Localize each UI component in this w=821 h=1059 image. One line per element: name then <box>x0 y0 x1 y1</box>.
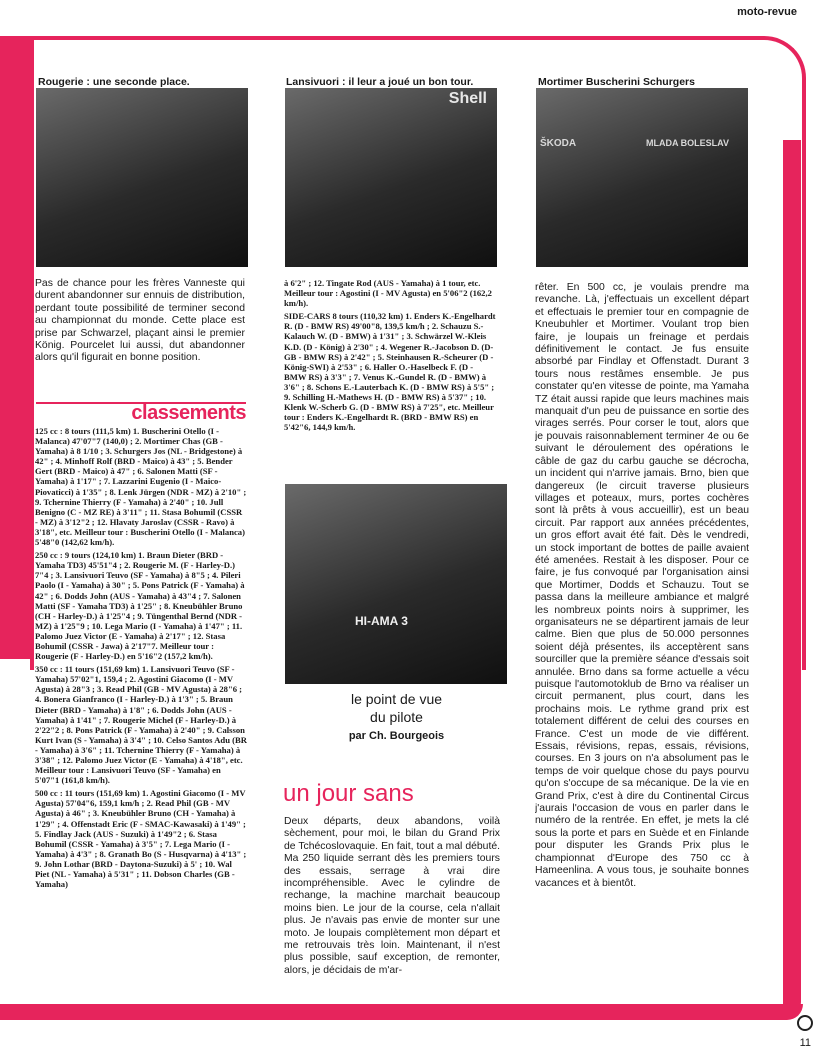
article-headline: un jour sans <box>283 780 414 807</box>
results-mid-top: à 6'2" ; 12. Tingate Rod (AUS - Yamaha) à 1 tour, etc. Meilleur tour : Agostini (I - MV Agusta) en 5'06"2 (162,2 km/h). <box>284 278 492 309</box>
caption-mid: Lansivuori : il leur a joué un bon tour. <box>286 76 474 88</box>
skoda-sign: ŠKODA <box>540 138 577 149</box>
results-500: 500 cc : 11 tours (151,69 km) 1. Agostini Giacomo (I - MV Agusta) 57'04"6, 159,1 km/h ; 2. Read Phil (GB - MV Agusta) à 46" ; 3. Kneubühler Bruno (CH - Yamaha) à 1'29" ; 4. Offenstadt Eric (F - SMAC-Kawasaki) à 1'49" ; 5. Findlay Jack (AUS - Suzuki) à 1'49"2 ; 6. Stasa Bohumil (CSSR - Yamaha) à 3'5" ; 7. Lega Mario (I - Yamaha) à 4'3" ; 8. Granath Bo (S - Husqvarna) à 4'13" ; 9. John Lothar (BRD - Daytona-Suzuki) à 5' ; 10. Wal Piet (NL - Yamaha) à 5'31" ; 11. Dobson Charles (GB - Yamaha) <box>35 788 247 890</box>
author-byline: par Ch. Bourgeois <box>348 730 445 742</box>
results-mid-column <box>284 278 496 474</box>
bike-number-label: HI-AMA 3 <box>355 614 408 628</box>
classements-title: classements <box>131 402 246 424</box>
left-red-band <box>0 36 32 659</box>
article-right-column: rêter. En 500 cc, je voulais prendre ma revanche. Là, j'effectuais un excellent départ et effectuais le premier tour en compagnie de Kneubuhler et Mortimer. Voulant trop bien faire, je loupais un freinage et perdais définitivement le contact. Je fus ensuite absorbé par Findlay et Offenstadt. Durant 3 tours nous restâmes ensemble. Je pus constater qu'en vitesse de pointe, ma Yamaha TZ était aussi rapide que leurs machines mais manquait d'un peu de puissance en sortie des virages serrés. Pour corser le tout, alors que je pouvais raisonnablement terminer 4e ou 6e suivant le déroulement des opérations le câble de gaz du carbu gauche se décrocha, un incident qui n'arrive jamais. Brno, bien que dangereux (le circuit traverse plusieurs villages et poteaux, murs, portes cochères sont là prêts à vous accueillir), est un beau circuit. Par rapport aux années précédentes, un gros effort avait été fait. Dès le vendredi, un stock important de bottes de paille avaient été amenées. Restait à les disposer. Pour ce faire, je fus convoqué par l'organisation ainsi que Mortimer, Dodds et Schauzu. Tout se passa dans la meilleure ambiance et malgré les nombreux points noirs à supprimer, les organisateurs ne se départirent jamais de leur calme. Bien que plus de 50.000 personnes soient déjà présentes, ils acceptèrent sans sourciller que la première séance d'essais soit annulée. Brno dans sa forme actuelle a vécu puisque l'automotoklub de Brno va réaliser un circuit permanent, plus court, dans les prochains mois. Le rythme grand prix est totalement différent de celui des courses en France. C'est un mode de vie différent. Essais, révisions, repas, essais, révisions, courses. En 3 jours on n'a absolument pas le temps de voir quelque chose du pays pourvu qu'on s'occupe de sa mécanique. De la vie en Grand Prix, c'est à dire du Continental Circus j'aurais l'occasion de vous en parler dans le numéro de la rentrée. En effet, je mets la clé sous la porte et pars en Suède et en Finlande pour disputer les Grands Prix plus le championnat d'Europe des 750 cc à Hameenlina. A vous tous, je souhaite bonnes vacances et à bientôt. <box>535 282 749 889</box>
author-box-line2: du pilote <box>370 709 423 725</box>
results-250: 250 cc : 9 tours (124,10 km) 1. Braun Dieter (BRD - Yamaha TD3) 45'51"4 ; 2. Rougerie M. (F - Harley-D.) 7"4 ; 3. Lansivuori Teuvo (SF - Yamaha) à 8"5 ; 4. Pileri Paolo (I - Yamaha) à 30" ; 5. Pons Patrick (F - Yamaha) à 42" ; 6. Dodds John (AUS - Yamaha) à 43"4 ; 7. Salonen Matti (SF - Yamaha TD3) à 1'25" ; 8. Kneubühler Bruno (CH - Harley-D.) à 1'25"4 ; 9. Tüngenthal Bernd (NDR - MZ) à 1'25"9 ; 10. Lega Mario (I - Yamaha) à 1'47" ; 11. Palomo Juez Victor (E - Yamaha) à 2'17" ; 12. Stasa Bohumil (CSSR - Jawa) à 2'17"7. Meilleur tour : Rougerie (F - Harley-D.) en 5'16"2 (157,2 km/h). <box>35 550 245 662</box>
author-box-line1: le point de vue <box>350 691 443 707</box>
registration-mark-icon <box>797 1015 813 1031</box>
caption-left: Rougerie : une seconde place. <box>38 76 190 88</box>
classements-heading <box>36 402 246 422</box>
results-350: 350 cc : 11 tours (151,69 km) 1. Lansivuori Teuvo (SF - Yamaha) 57'02"1, 159,4 ; 2. Agostini Giacomo (I - MV Agusta) à 28"3 ; 3. Read Phil (GB - MV Agusta) à 28"6 ; 4. Bonera Gianfranco (I - Harley-D.) à 1'3" ; 5. Braun Dieter (BRD - Yamaha) à 1'8" ; 6. Dodds John (AUS - Yamaha) à 1'41" ; 7. Rougerie Michel (F - Harley-D.) à 2'22"2 ; 8. Pons Patrick (F - Yamaha) à 2'40" ; 9. Calsson Kurt Ivan (S - Yamaha) à 3'4" ; 10. Celso Santos Adu (BR - Yamaha) à 3'6" ; 11. Tchernine Thierry (F - Yamaha) à 3'38" ; 12. Palomo Juez Victor (E - Yamaha) à 4'18", etc. Meilleur tour : Lansivuori Teuvo (SF - Yamaha) en 5'07"1 (161,8 km/h). <box>35 664 247 786</box>
caption-right: Mortimer Buscherini Schurgers <box>538 76 695 88</box>
masthead: moto-revue <box>737 6 797 18</box>
intro-text: Pas de chance pour les frères Vanneste qui durent abandonner sur ennuis de distribution, perdant toute possibilité de terminer second au championnat du monde. Cette place est prise par Schwarzel, plaçant ainsi le premier König. Pourcelet lui aussi, dut abandonner alors qu'il figurait en bonne position. <box>35 278 245 364</box>
article-mid-column: Deux départs, deux abandons, voilà sèchement, pour moi, le bilan du Grand Prix de Tchécoslovaquie. En fait, tout a mal débuté. Ma 250 liquide serrant dès les premiers tours des essais, serrage à vrai dire incompréhensible. Avec le cylindre de rechange, la machine marchait beaucoup moins bien. Le jour de la course, cela n'allait plus. Je n'avais pas envie de monter sur une moto. Je loupais complètement mon départ et me retrouvais très loin. Maintenant, il n'est plus possible, sauf exception, de remonter, alors, je décidais de m'ar- <box>284 816 500 976</box>
results-125: 125 cc : 8 tours (111,5 km) 1. Buscherini Otello (I - Malanca) 47'07"7 (140,0) ; 2. Mortimer Chas (GB - Yamaha) à 8 1/10 ; 3. Schurgers Jos (NL - Bridgestone) à 42" ; 4. Minhoff Rolf (BRD - Maico) à 43" ; 5. Bender Gert (BRD - Maico) à 47" ; 6. Salonen Matti (SF - Yamaha) à 1'17" ; 7. Lazzarini Eugenio (I - Maico-Piovaticci) à 1'35" ; 8. Lenk Jürgen (NDR - MZ) à 2'10" ; 9. Tchernine Thierry (F - Yamaha) à 2'40" ; 10. Jull Benigno (C - MZ RE) à 3'11" ; 11. Stasa Bohumil (CSSR - MZ) à 3'12"2 ; 12. Hlavaty Jaroslav (CSSR - Ravo) à 3'18", etc. Meilleur tour : Buscherini Otello (I - Malanca) 5'48"0 (142,62 km/h). <box>35 426 247 548</box>
results-sidecars: SIDE-CARS 8 tours (110,32 km) 1. Enders K.-Engelhardt R. (D - BMW RS) 49'00"8, 139,5 km/h ; 2. Schauzu S.-Kalauch W. (D - BMW) à 1'31" ; 3. Schwärzel W.-Kleis K.D. (D - König) à 2'30" ; 4. Wegener R.-Jacobson D. (D-GB - BMW RS) à 2'42" ; 5. Steinhausen R.-Scheurer (D - König-SWI) à 2'53" ; 6. Haller O.-Haselbeck F. (D - BMW RS) à 3'3" ; 7. Venus K.-Gundel R. (D - BMW) à 3'6" ; 8. Schons E.-Lauterbach K. (D - BMW RS) à 5'5" ; 9. Schilling H.-Mathews H. (D - BMW RS) à 5'37" ; 10. Klenk W.-Scherb G. (D - BMW RS) à 7'25", etc. Meilleur tour : Enders K.-Engelhardt R. (BRD - BMW RS) en 5'42"6, 144,9 km/h. <box>284 311 496 433</box>
photo-lansivuori <box>285 88 497 267</box>
right-red-band <box>783 140 801 1020</box>
mlada-sign: MLADA BOLESLAV <box>646 138 729 148</box>
photo-rider <box>285 484 507 684</box>
shell-sign: Shell <box>448 90 487 107</box>
photo-rougerie <box>36 88 248 267</box>
photo-mortimer <box>536 88 748 267</box>
author-box <box>284 690 509 760</box>
page-number: 11 <box>799 1037 811 1049</box>
results-left-column <box>35 426 247 1010</box>
